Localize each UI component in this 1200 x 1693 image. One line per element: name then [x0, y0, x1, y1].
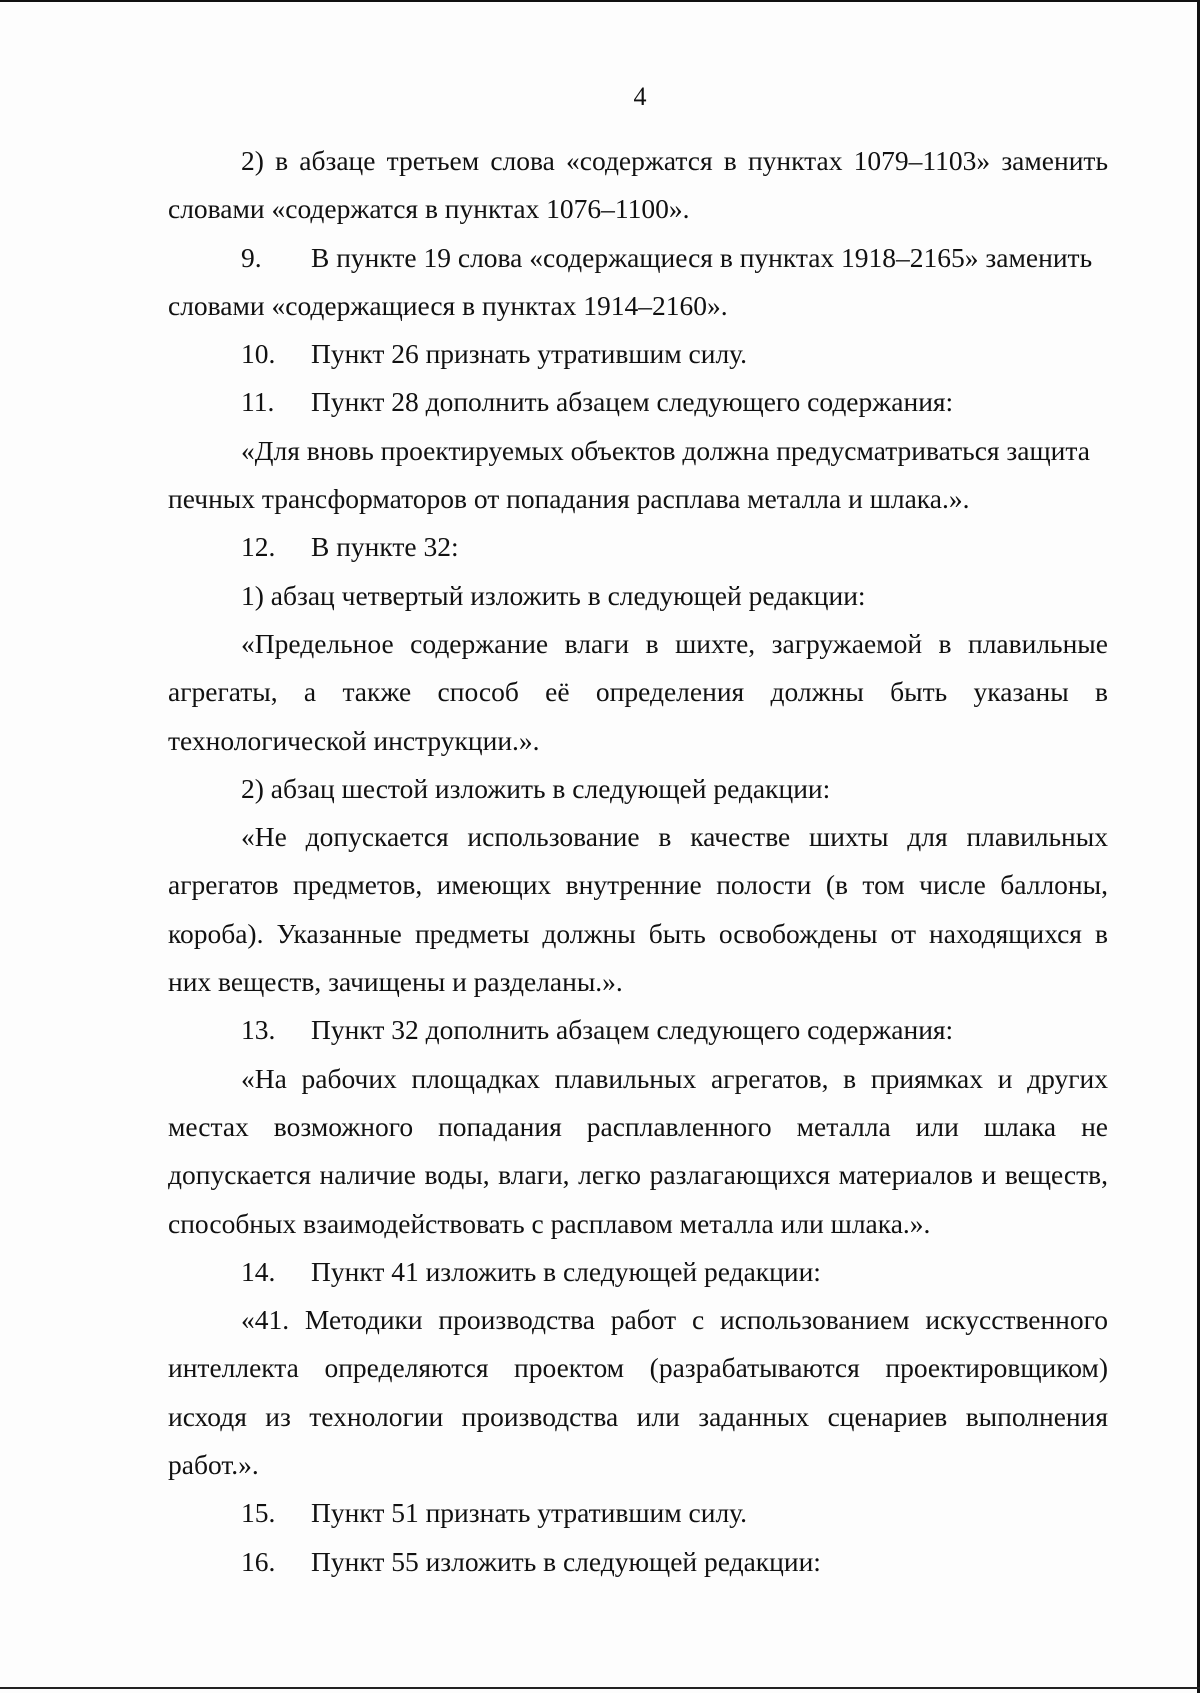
page-number: 4 [633, 82, 647, 111]
item-number: 10. [241, 338, 276, 370]
paragraph-subitem-2b: 2) абзац шестой изложить в следующей редакции: [241, 772, 831, 804]
scan-bottom-edge [0, 1687, 1200, 1689]
list-item-11 [168, 378, 1108, 426]
item-number: 11. [241, 386, 275, 418]
paragraph-quote-platforms: «На рабочих площадках плавильных агрегатов, в приямках и других местах возможного попадания расплавленного металла или шлака не допускается наличие воды, влаги, легко разлагающихся материалов и веществ, способных взаимодействовать с расплавом металла или шлака.». [168, 1062, 1108, 1239]
item-text: Пункт 26 признать утратившим силу. [311, 338, 748, 370]
list-item-10 [168, 330, 1108, 378]
item-text: Пункт 28 дополнить абзацем следующего содержания: [311, 386, 954, 418]
item-number: 9. [241, 241, 262, 273]
item-number: 16. [241, 1545, 276, 1577]
paragraph-quote-charge: «Не допускается использование в качестве шихты для плавильных агрегатов предметов, имеющих внутренние полости (в том числе баллоны, короба). Указанные предметы должны быть освобождены от находящихся в них веществ, зачищены и разделаны.». [168, 821, 1108, 998]
paragraph-quote-moisture: «Предельное содержание влаги в шихте, загружаемой в плавильные агрегаты, а также способ её определения должны быть указаны в технологической инструкции.». [168, 627, 1108, 756]
paragraph-subitem-2: 2) в абзаце третьем слова «содержатся в пунктах 1079–1103» заменить словами «содержатся в пунктах 1076–1100». [168, 145, 1108, 225]
item-text: В пункте 32: [311, 531, 459, 563]
item-text: Пункт 32 дополнить абзацем следующего содержания: [311, 1014, 954, 1046]
list-item-16 [168, 1538, 1108, 1586]
item-number: 15. [241, 1497, 276, 1529]
item-text: Пункт 55 изложить в следующей редакции: [311, 1545, 821, 1577]
document-body [168, 137, 1108, 1586]
paragraph-quote-ai-methods: «41. Методики производства работ с использованием искусственного интеллекта определяются проектом (разрабатываются проектировщиком) исходя из технологии производства или заданных сценариев выполнения работ.». [168, 1304, 1108, 1481]
item-number: 14. [241, 1255, 276, 1287]
list-item-13 [168, 1006, 1108, 1054]
paragraph-quote-transformers: «Для вновь проектируемых объектов должна предусматриваться защита печных трансформаторов от попадания расплава металла и шлака.». [168, 434, 1090, 515]
list-item-12 [168, 523, 1108, 571]
paragraph-subitem-1: 1) абзац четвертый изложить в следующей редакции: [241, 579, 866, 611]
list-item-14 [168, 1248, 1108, 1296]
item-number: 13. [241, 1014, 276, 1046]
paragraph-continuation: словами «содержащиеся в пунктах 1914–2160». [168, 289, 728, 321]
item-text: Пункт 41 изложить в следующей редакции: [311, 1255, 821, 1287]
list-item-9 [168, 234, 1108, 282]
item-number: 12. [241, 531, 276, 563]
item-text: В пункте 19 слова «содержащиеся в пунктах 1918–2165» заменить [311, 241, 1093, 273]
list-item-15 [168, 1489, 1108, 1537]
item-text: Пункт 51 признать утратившим силу. [311, 1497, 748, 1529]
